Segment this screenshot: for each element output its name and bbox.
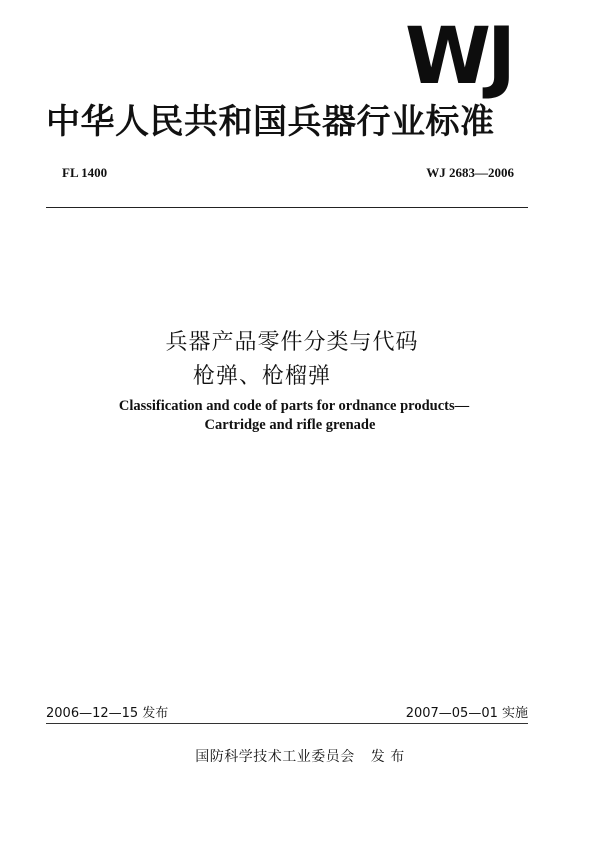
title-chinese-line-2: 枪弹、枪榴弹: [192, 364, 331, 389]
publish-label: 发 布: [370, 749, 405, 765]
footer-divider: [46, 723, 528, 724]
publisher-name: 国防科学技术工业委员会: [195, 749, 355, 765]
title-english-line-2: Cartridge and rifle grenade: [204, 417, 376, 433]
title-english-line-1: Classification and code of parts for ordnance products—: [118, 398, 470, 414]
header-divider: [46, 207, 528, 208]
standard-number: WJ 2683—2006: [426, 165, 514, 180]
wj-logo: WJ: [404, 12, 512, 102]
title-chinese-line-1: 兵器产品零件分类与代码: [165, 330, 419, 355]
standard-name: 中华人民共和国兵器行业标准: [46, 102, 495, 142]
implementation-date: 2007—05—01 实施: [405, 706, 528, 721]
ics-code: FL 1400: [62, 165, 108, 180]
publisher-line: [0, 746, 600, 766]
issue-date: 2006—12—15 发布: [46, 706, 169, 721]
